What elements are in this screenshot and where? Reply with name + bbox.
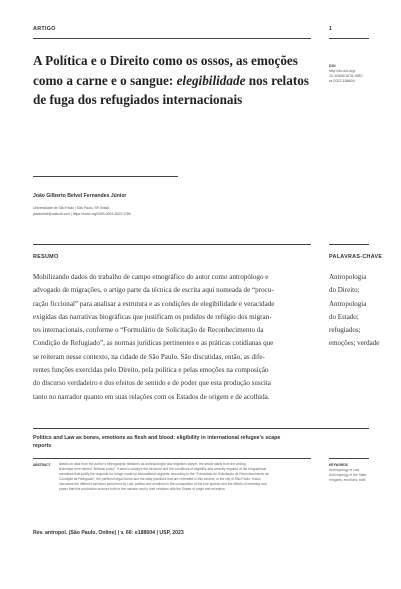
page-number: 1 <box>329 26 333 32</box>
keywords-rule <box>329 244 369 245</box>
english-keyword-line: refugees; emotions; truth <box>329 477 366 482</box>
abstract-line: discusses the different functions performed by Law, politics and emotions in the composition of the true speech and the effects of meaning and <box>59 481 267 486</box>
keyword-line: Antropologia <box>329 273 367 281</box>
resumo-text <box>33 271 313 404</box>
resumo-line: do discurso verdadeiro e dos efeitos de sentido e de poder que esta produção suscita <box>33 379 271 388</box>
resumo-line: rentes funções exercidas pelo Direito, pela política e pelas emoções na composição <box>33 366 269 375</box>
abstract-line: narratives that justify the requests for refuge made by international migrants, according to the “Formulário de Solicitação de Reconhecimento da <box>59 471 269 476</box>
resumo-line: tanto no narrador quanto em suas relações com os Estados de origem e de acolhida. <box>33 392 270 401</box>
affiliation-line: Universidade de São Paulo | São Paulo, SP, Brasil <box>33 206 109 210</box>
abstract-line: Condição de Refugiado”, the pertinent legal norms and the daily practices that are reiterated in this context, in the city of São Paulo. It also <box>59 476 261 481</box>
english-abstract-rule <box>33 458 311 459</box>
resumo-line: ração ficcional” para analisar a estrutura e as condições de elegibilidade e veracidade <box>33 299 275 308</box>
resumo-label: RESUMO <box>33 254 59 260</box>
english-keywords-rule <box>329 458 369 459</box>
english-title-line: Politics and Law as bones, emotions as flesh and blood: eligibility in international refugee’s scape <box>33 435 281 441</box>
resumo-line: advogado de migrações, o artigo parte da técnica de escrita aqui nomeada de “procu- <box>33 286 274 295</box>
keywords-label: KEYWORDS <box>329 463 348 467</box>
english-keyword-line: Anthropology of the State; <box>329 472 368 477</box>
doi-block <box>329 64 379 84</box>
english-title-line: reports <box>33 443 52 450</box>
doi-line[interactable]: http://dx.doi.org/ <box>329 69 356 73</box>
english-keyword-line: Anthropology of Law; <box>329 468 360 472</box>
abstract-label: ABSTRACT <box>33 463 51 467</box>
keyword-line: Antropologia <box>329 299 367 308</box>
doi-label: DOI <box>329 64 336 68</box>
keyword-line: refugiados; <box>329 326 361 335</box>
header-rule-left <box>33 38 311 39</box>
abstract-line: power that this production arouses both in the narrator and in their relations with the States of origin and reception. <box>59 486 226 491</box>
title-part2: nos relatos de fuga dos refugiados internacionais <box>33 72 309 107</box>
resumo-line: se reiteram nesse contexto, na cidade de São Paulo. São discutidas, então, as dife- <box>33 352 265 361</box>
resumo-line: Condição de Refugiado”, as normas jurídicas pertinentes e as práticas cotidianas que <box>33 339 274 348</box>
english-keywords-list <box>329 468 389 483</box>
author-affiliation <box>33 206 233 217</box>
english-title <box>33 434 323 451</box>
title-italic: elegibilidade <box>176 72 246 88</box>
doi-line[interactable]: ra.2022.188604 <box>329 79 355 83</box>
keyword-line: do Direito; <box>329 286 360 295</box>
affiliation-contact[interactable]: joaobelvel@outlook.com | https://orcid.org/0000-0003-3523-1785 <box>33 211 131 216</box>
article-title <box>33 51 318 110</box>
resumo-line: tes internacionais, conforme o “Formulário de Solicitação de Reconhecimento da <box>33 326 264 335</box>
doi-line[interactable]: 10.11606/1678-9857. <box>329 74 364 78</box>
abstract-line: Based on data from the author’s ethnographic fieldwork as anthropologist and migration lawyer, the article starts from the writing <box>59 462 246 466</box>
resumo-rule <box>33 244 311 245</box>
keyword-line: emoções; verdade <box>329 339 380 348</box>
resumo-line: Mobilizando dados do trabalho de campo etnográfico do autor como antropólogo e <box>33 273 269 281</box>
abstract-text <box>59 462 313 491</box>
author-name: João Gilberto Belvel Fernandes Júnior <box>33 193 127 199</box>
abstract-line: technique here named “fictional proxy”. It aims to analyze the structure and the conditions of eligibility and veracity required of the biographical <box>59 466 267 471</box>
footer-citation: Rev. antropol. (São Paulo, Online) | v. 66: e188604 | USP, 2023 <box>33 530 184 536</box>
palavras-chave-label: PALAVRAS-CHAVE <box>329 254 383 260</box>
title-part1: A Política e o Direito como os ossos, as emoções como a carne e o sangue: <box>33 53 298 88</box>
section-label: ARTIGO <box>33 26 56 32</box>
author-rule <box>33 176 178 177</box>
resumo-line: exigidas das narrativas biográficas que justificam os pedidos de refúgio dos migran- <box>33 312 272 321</box>
header-rule-right <box>329 38 369 39</box>
keyword-line: do Estado; <box>329 312 359 321</box>
english-rule <box>33 428 369 429</box>
palavras-chave-list <box>329 271 394 351</box>
